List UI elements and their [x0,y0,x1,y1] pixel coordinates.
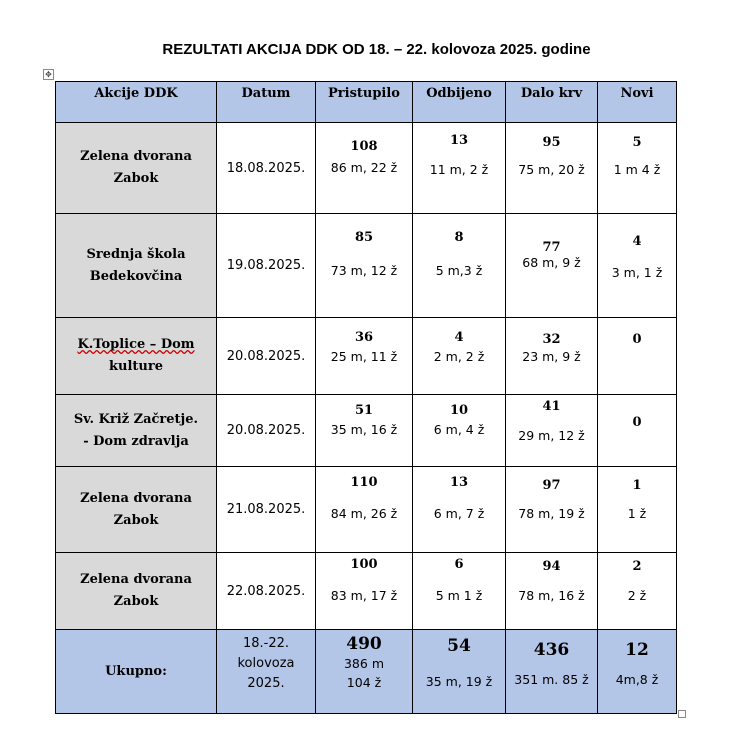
location-line1: K.Toplice – Dom [77,337,195,352]
dalo-krv-breakdown: 78 m, 16 ž [518,588,585,603]
total-novi-value: 12 [625,640,649,660]
pristupilo-value: 108 [350,139,378,154]
total-date-cell [217,630,316,714]
dalo-krv-cell [506,553,598,630]
date-cell: 20.08.2025. [217,395,316,467]
total-date-line1: 18.-22. [242,636,290,651]
date-cell: 22.08.2025. [217,553,316,630]
odbijeno-value: 8 [454,230,464,245]
header-novi: Novi [598,82,677,123]
odbijeno-cell [413,467,506,553]
results-table [55,81,677,714]
location-line1: Zelena dvorana [80,490,192,506]
novi-cell [598,214,677,318]
document-title: REZULTATI AKCIJA DDK OD 18. – 22. kolovoza 2025. godine [162,41,591,58]
header-pristupilo: Pristupilo [316,82,413,123]
dalo-krv-breakdown: 23 m, 9 ž [522,349,581,364]
location-line2: Zabok [113,171,159,186]
total-pristupilo-value: 490 [346,634,382,654]
odbijeno-breakdown: 5 m 1 ž [435,588,483,603]
location-cell [56,553,217,630]
total-label-cell [56,630,217,714]
odbijeno-value: 6 [454,557,464,572]
dalo-krv-cell [506,123,598,214]
pristupilo-cell [316,467,413,553]
total-odbijeno-breakdown: 35 m, 19 ž [425,674,493,689]
pristupilo-cell [316,123,413,214]
dalo-krv-breakdown: 78 m, 19 ž [518,506,585,521]
odbijeno-breakdown: 5 m,3 ž [435,263,483,278]
date-cell: 18.08.2025. [217,123,316,214]
location-line2: Bedekovčina [89,268,183,284]
total-pristupilo-z: 104 ž [346,675,382,690]
dalo-krv-breakdown: 29 m, 12 ž [518,428,585,443]
location-cell [56,467,217,553]
total-novi-breakdown: 4m,8 ž [615,672,659,687]
pristupilo-value: 51 [354,403,374,418]
date-cell: 20.08.2025. [217,318,316,395]
novi-cell [598,318,677,395]
dalo-krv-cell [506,214,598,318]
date-cell: 21.08.2025. [217,467,316,553]
pristupilo-breakdown: 35 m, 16 ž [330,422,398,437]
novi-cell [598,123,677,214]
pristupilo-breakdown: 25 m, 11 ž [330,349,398,364]
pristupilo-cell [316,318,413,395]
total-date-line3: 2025. [247,676,285,691]
total-pristupilo-m: 386 m [343,656,384,671]
dalo-krv-value: 97 [542,478,561,493]
table-row [56,123,677,214]
total-pristupilo-cell [316,630,413,714]
total-odbijeno-value: 54 [447,636,471,656]
pristupilo-value: 85 [354,230,374,245]
dalo-krv-value: 94 [542,559,561,574]
dalo-krv-value: 95 [542,135,561,150]
novi-cell [598,553,677,630]
odbijeno-cell [413,123,506,214]
dalo-krv-cell [506,467,598,553]
dalo-krv-value: 41 [542,399,561,414]
pristupilo-breakdown: 83 m, 17 ž [330,588,398,603]
novi-value: 2 [632,559,642,574]
total-row [56,630,677,714]
pristupilo-breakdown: 86 m, 22 ž [330,160,398,175]
novi-cell [598,395,677,467]
date-cell: 19.08.2025. [217,214,316,318]
odbijeno-value: 13 [449,475,469,490]
novi-breakdown: 1 m 4 ž [613,162,661,177]
odbijeno-value: 13 [449,133,469,148]
location-cell [56,214,217,318]
novi-cell [598,467,677,553]
location-line2: kulture [109,359,163,374]
pristupilo-value: 36 [354,330,374,345]
total-odbijeno-cell [413,630,506,714]
header-datum: Datum [217,82,316,123]
location-line2: Zabok [113,512,159,528]
odbijeno-cell [413,553,506,630]
dalo-krv-cell [506,318,598,395]
dalo-krv-cell [506,395,598,467]
dalo-krv-value: 77 [542,240,561,255]
total-dalo-krv-cell [506,630,598,714]
table-row [56,214,677,318]
odbijeno-breakdown: 6 m, 7 ž [433,506,485,521]
table-row [56,395,677,467]
odbijeno-breakdown: 6 m, 4 ž [433,422,485,437]
novi-value: 5 [632,135,642,150]
novi-value: 1 [632,478,642,493]
novi-breakdown: 2 ž [627,588,647,603]
total-date-line2: kolovoza [237,656,295,671]
pristupilo-cell [316,553,413,630]
dalo-krv-breakdown: 75 m, 20 ž [518,162,585,177]
table-row [56,553,677,630]
pristupilo-breakdown: 73 m, 12 ž [330,263,398,278]
novi-value: 0 [632,415,642,430]
novi-value: 4 [632,234,642,249]
move-handle-icon[interactable]: ✥ [43,69,54,80]
novi-breakdown: 1 ž [627,506,647,521]
novi-breakdown: 3 m, 1 ž [611,265,663,280]
location-line2: - Dom zdravlja [83,433,189,449]
odbijeno-value: 10 [449,403,469,418]
odbijeno-breakdown: 2 m, 2 ž [433,349,485,364]
novi-value: 0 [632,332,642,347]
odbijeno-cell [413,318,506,395]
odbijeno-cell [413,395,506,467]
table-resize-handle[interactable] [678,710,686,718]
total-novi-cell [598,630,677,714]
pristupilo-breakdown: 84 m, 26 ž [330,506,398,521]
header-akcije: Akcije DDK [56,82,217,123]
pristupilo-value: 110 [350,475,378,490]
location-cell [56,123,217,214]
pristupilo-cell [316,395,413,467]
total-dalo-krv-breakdown: 351 m. 85 ž [514,672,589,687]
table-row [56,318,677,395]
location-cell [56,318,217,395]
location-line1: Zelena dvorana [80,149,192,164]
dalo-krv-breakdown: 68 m, 9 ž [522,255,581,270]
pristupilo-value: 100 [350,557,378,572]
total-dalo-krv-value: 436 [533,640,570,660]
odbijeno-cell [413,214,506,318]
total-label: Ukupno: [105,664,167,679]
header-odbijeno: Odbijeno [413,82,506,123]
location-line2: Zabok [113,594,159,609]
odbijeno-value: 4 [454,330,464,345]
header-dalo-krv: Dalo krv [506,82,598,123]
location-line1: Srednja škola [86,246,186,262]
header-row [56,82,677,123]
location-cell [56,395,217,467]
pristupilo-cell [316,214,413,318]
location-line1: Sv. Križ Začretje. [73,411,199,427]
dalo-krv-value: 32 [542,332,561,347]
table-row [56,467,677,553]
odbijeno-breakdown: 11 m, 2 ž [429,162,489,177]
location-line1: Zelena dvorana [80,572,192,587]
